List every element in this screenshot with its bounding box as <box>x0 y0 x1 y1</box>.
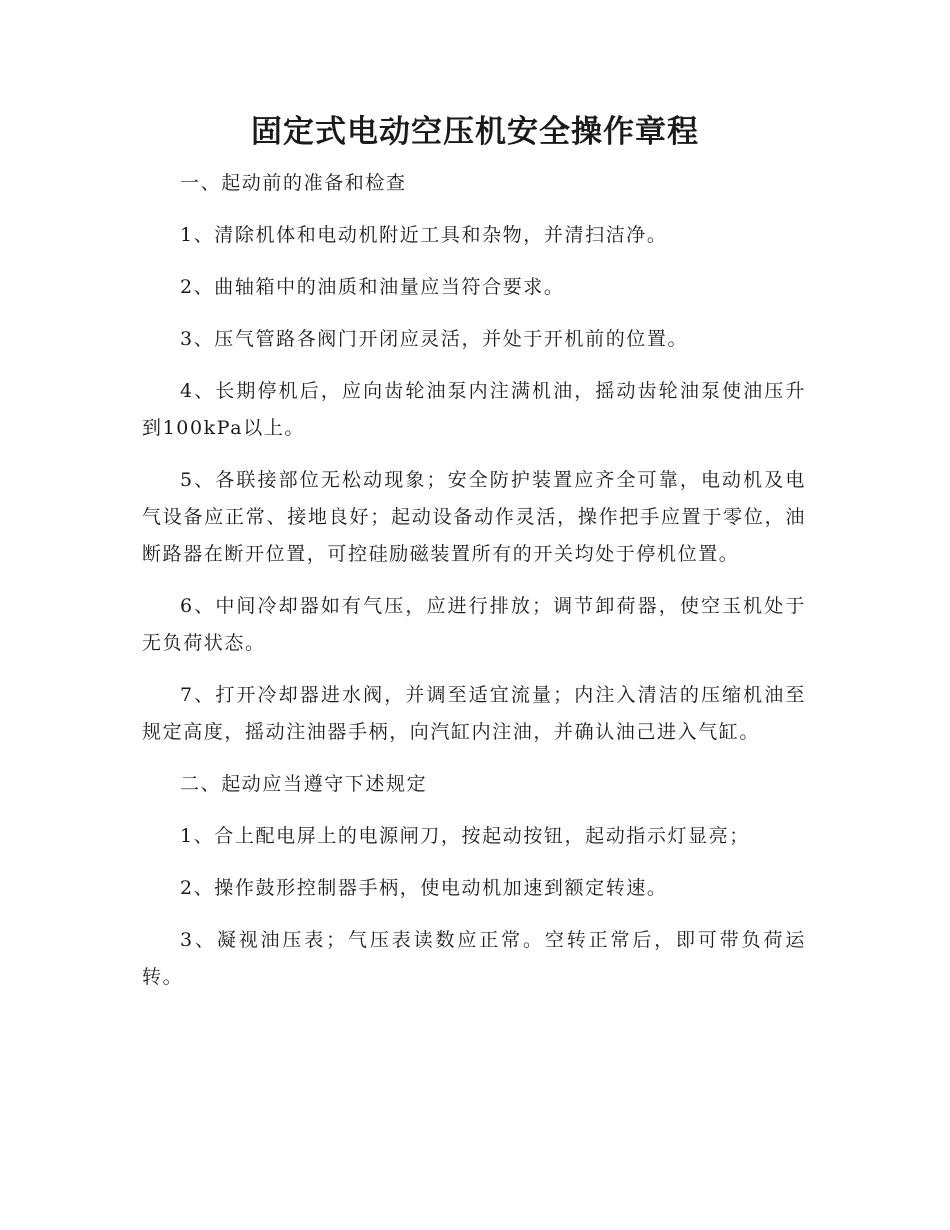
document-body <box>142 165 806 1011</box>
section-heading-1: 一、起动前的准备和检查 <box>180 172 407 194</box>
paragraph: 3、压气管路各阀门开闭应灵活，并处于开机前的位置。 <box>180 328 689 350</box>
paragraph: 2、操作鼓形控制器手柄，使电动机加速到额定转速。 <box>180 877 668 899</box>
paragraph: 7、打开冷却器进水阀，并调至适宜流量；内注入清洁的压缩机油至规定高度，摇动注油器手柄，向汽缸内注油，并确认油己进入气缸。 <box>142 684 806 743</box>
paragraph: 1、合上配电屏上的电源闸刀，按起动按钮，起动指示灯显亮； <box>180 825 750 847</box>
paragraph: 6、中间冷却器如有气压，应进行排放；调节卸荷器，使空玉机处于无负荷状态。 <box>142 595 806 654</box>
paragraph: 4、长期停机后，应向齿轮油泵内注满机油，摇动齿轮油泵使油压升到100kPa以上。 <box>142 380 806 439</box>
document-title: 固定式电动空压机安全操作章程 <box>251 114 699 150</box>
paragraph: 2、曲轴箱中的油质和油量应当符合要求。 <box>180 276 565 298</box>
paragraph: 5、各联接部位无松动现象；安全防护装置应齐全可靠，电动机及电气设备应正常、接地良好；起动设备动作灵活，操作把手应置于零位，油断路器在断开位置，可控硅励磁装置所有的开关均处于停机位置。 <box>142 469 806 565</box>
paragraph: 1、清除机体和电动机附近工具和杂物，并清扫洁净。 <box>180 224 668 246</box>
paragraph: 3、凝视油压表；气压表读数应正常。空转正常后，即可带负荷运转。 <box>142 929 806 988</box>
section-heading-2: 二、起动应当遵守下述规定 <box>180 773 428 795</box>
